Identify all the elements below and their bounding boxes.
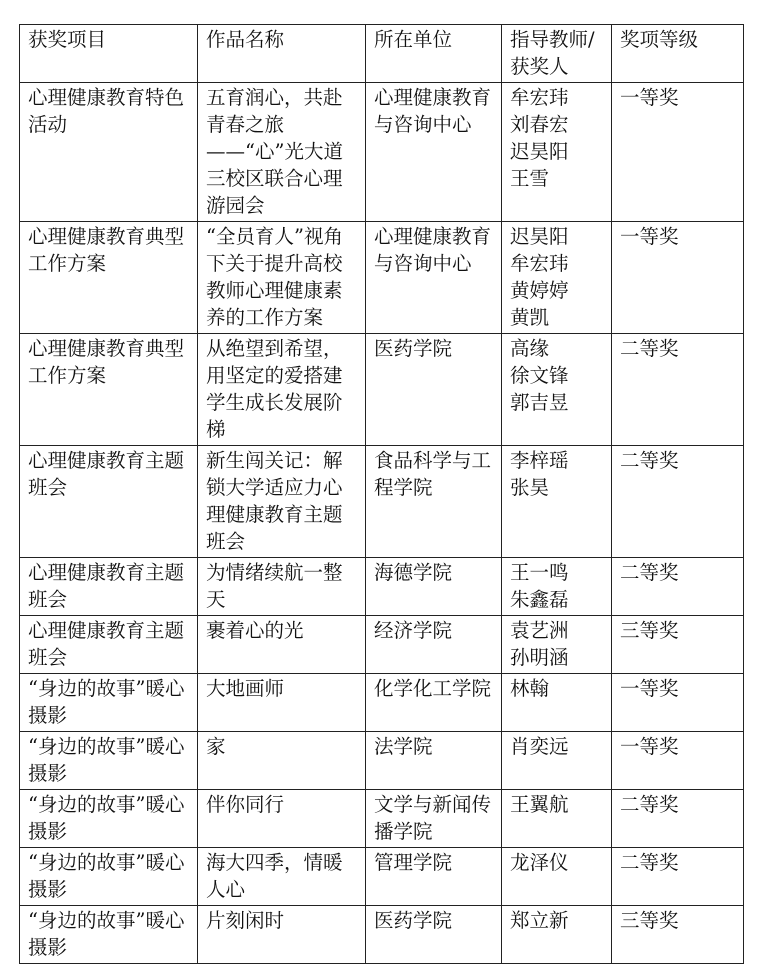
person-name: 迟昊阳: [510, 225, 569, 248]
level-cell: 一等奖: [612, 83, 744, 222]
unit-cell: 化学化工学院: [366, 674, 502, 732]
person-name: 王一鸣: [510, 561, 569, 584]
person-name: 黄凯: [510, 306, 550, 329]
work-cell: 片刻闲时: [198, 906, 366, 964]
project-cell: “身边的故事”暖心摄影: [20, 674, 198, 732]
level-cell: 一等奖: [612, 732, 744, 790]
unit-cell: 经济学院: [366, 616, 502, 674]
unit-cell: 心理健康教育与咨询中心: [366, 222, 502, 334]
person-name: 袁艺洲: [510, 619, 569, 642]
people-cell: [502, 674, 612, 732]
work-cell: 从绝望到希望，用坚定的爱搭建学生成长发展阶梯: [198, 334, 366, 446]
people-cell: [502, 222, 612, 334]
project-cell: “身边的故事”暖心摄影: [20, 790, 198, 848]
header-project: 获奖项目: [20, 25, 198, 83]
person-name: 徐文锋: [510, 364, 569, 387]
table-header-row: [20, 25, 744, 83]
people-cell: [502, 732, 612, 790]
project-cell: “身边的故事”暖心摄影: [20, 848, 198, 906]
unit-cell: 医药学院: [366, 334, 502, 446]
level-cell: 二等奖: [612, 446, 744, 558]
work-cell: 五育润心，共赴青春之旅——“心”光大道三校区联合心理游园会: [198, 83, 366, 222]
level-cell: 二等奖: [612, 334, 744, 446]
work-cell: 家: [198, 732, 366, 790]
person-name: 朱鑫磊: [510, 588, 569, 611]
project-cell: “身边的故事”暖心摄影: [20, 906, 198, 964]
unit-cell: 食品科学与工程学院: [366, 446, 502, 558]
person-name: 林翰: [510, 677, 550, 700]
person-name: 牟宏玮: [510, 86, 569, 109]
person-name: 刘春宏: [510, 113, 569, 136]
table-row: [20, 446, 744, 558]
level-cell: 一等奖: [612, 222, 744, 334]
header-level: 奖项等级: [612, 25, 744, 83]
level-cell: 二等奖: [612, 848, 744, 906]
project-cell: 心理健康教育特色活动: [20, 83, 198, 222]
unit-cell: 管理学院: [366, 848, 502, 906]
project-cell: “身边的故事”暖心摄影: [20, 732, 198, 790]
table-row: [20, 616, 744, 674]
work-cell: 海大四季，情暖人心: [198, 848, 366, 906]
table-row: [20, 732, 744, 790]
awards-table: [19, 24, 744, 964]
person-name: 王雪: [510, 167, 550, 190]
person-name: 郑立新: [510, 909, 569, 932]
project-cell: 心理健康教育典型工作方案: [20, 334, 198, 446]
work-cell: 为情绪续航一整天: [198, 558, 366, 616]
person-name: 高缘: [510, 337, 550, 360]
project-cell: 心理健康教育主题班会: [20, 446, 198, 558]
people-cell: [502, 334, 612, 446]
person-name: 迟昊阳: [510, 140, 569, 163]
header-work: 作品名称: [198, 25, 366, 83]
people-cell: [502, 848, 612, 906]
person-name: 肖奕远: [510, 735, 569, 758]
unit-cell: 文学与新闻传播学院: [366, 790, 502, 848]
unit-cell: 心理健康教育与咨询中心: [366, 83, 502, 222]
unit-cell: 医药学院: [366, 906, 502, 964]
table-row: [20, 83, 744, 222]
level-cell: 二等奖: [612, 558, 744, 616]
project-cell: 心理健康教育主题班会: [20, 558, 198, 616]
project-cell: 心理健康教育主题班会: [20, 616, 198, 674]
work-cell: 新生闯关记：解锁大学适应力心理健康教育主题班会: [198, 446, 366, 558]
person-name: 张昊: [510, 476, 550, 499]
table-row: [20, 906, 744, 964]
person-name: 牟宏玮: [510, 252, 569, 275]
table-row: [20, 848, 744, 906]
table-row: [20, 558, 744, 616]
work-cell: “全员育人”视角下关于提升高校教师心理健康素养的工作方案: [198, 222, 366, 334]
people-cell: [502, 790, 612, 848]
people-cell: [502, 446, 612, 558]
header-unit: 所在单位: [366, 25, 502, 83]
level-cell: 一等奖: [612, 674, 744, 732]
work-cell: 大地画师: [198, 674, 366, 732]
level-cell: 二等奖: [612, 790, 744, 848]
unit-cell: 法学院: [366, 732, 502, 790]
people-cell: [502, 906, 612, 964]
person-name: 王翼航: [510, 793, 569, 816]
person-name: 龙泽仪: [510, 851, 569, 874]
person-name: 孙明涵: [510, 646, 569, 669]
people-cell: [502, 83, 612, 222]
header-people: 指导教师/获奖人: [502, 25, 612, 83]
unit-cell: 海德学院: [366, 558, 502, 616]
person-name: 李梓瑶: [510, 449, 569, 472]
table-row: [20, 790, 744, 848]
people-cell: [502, 616, 612, 674]
work-cell: 伴你同行: [198, 790, 366, 848]
work-cell: 裹着心的光: [198, 616, 366, 674]
table-row: [20, 222, 744, 334]
level-cell: 三等奖: [612, 616, 744, 674]
table-row: [20, 674, 744, 732]
person-name: 黄婷婷: [510, 279, 569, 302]
table-row: [20, 334, 744, 446]
level-cell: 三等奖: [612, 906, 744, 964]
person-name: 郭吉昱: [510, 391, 569, 414]
project-cell: 心理健康教育典型工作方案: [20, 222, 198, 334]
people-cell: [502, 558, 612, 616]
